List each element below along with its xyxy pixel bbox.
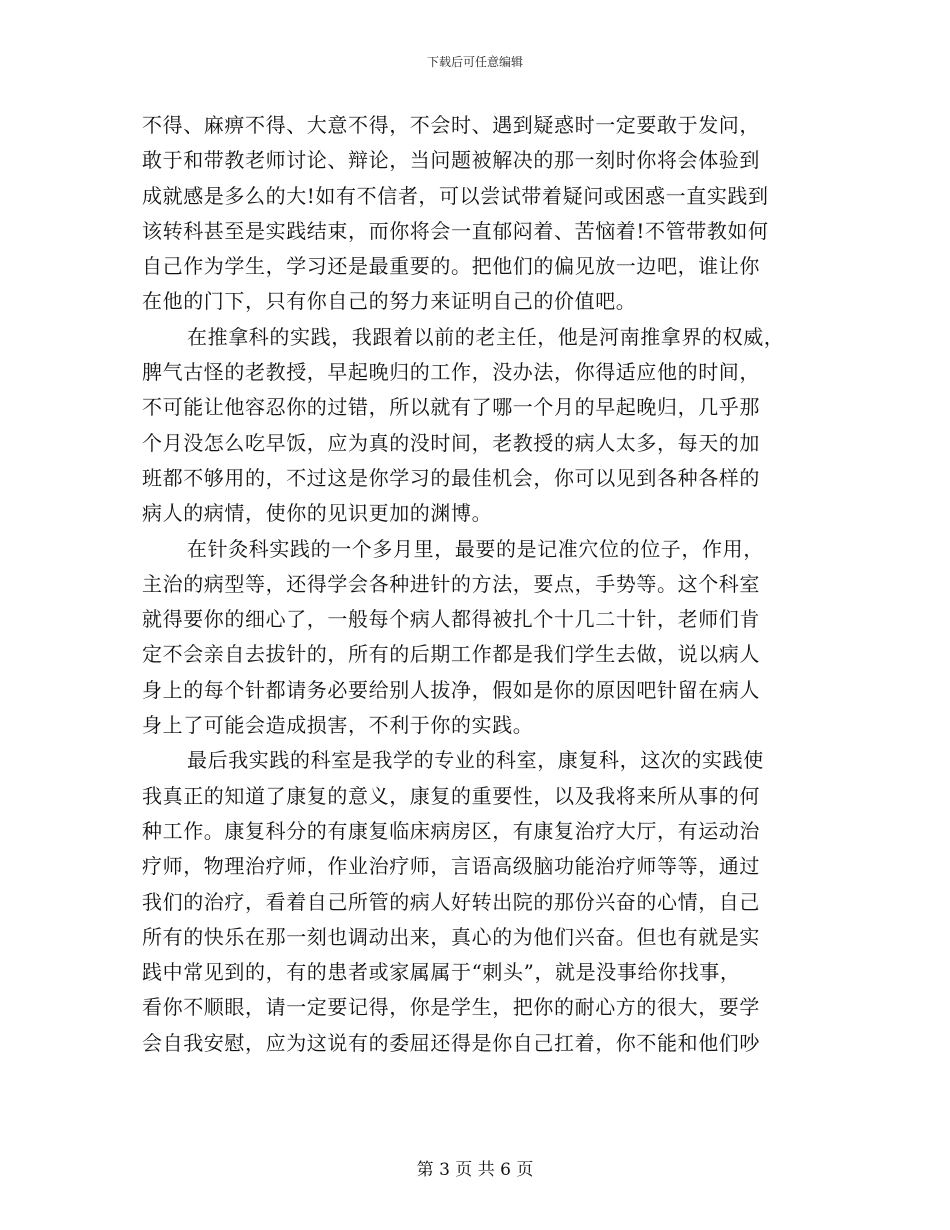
text-line: 不可能让他容忍你的过错，所以就有了哪一个月的早起晚归，几乎那 xyxy=(142,395,760,420)
text-line: 班都不够用的，不过这是你学习的最佳机会，你可以见到各种各样的 xyxy=(142,465,760,490)
document-body xyxy=(142,108,822,1061)
text-line: 我真正的知道了康复的意义，康复的重要性，以及我将来所从事的何 xyxy=(142,783,760,808)
text-line: 看你不顺眼，请一定要记得，你是学生，把你的耐心方的很大，要学 xyxy=(142,995,760,1020)
text-line: 自己作为学生，学习还是最重要的。把他们的偏见放一边吧，谁让你 xyxy=(142,254,760,279)
text-line: 敢于和带教老师讨论、辩论，当问题被解决的那一刻时你将会体验到 xyxy=(142,148,760,173)
text-line: 身上了可能会造成损害，不利于你的实践。 xyxy=(142,713,534,738)
text-line: 在他的门下，只有你自己的努力来证明自己的价值吧。 xyxy=(142,289,637,314)
text-line: 身上的每个针都请务必要给别人拔净，假如是你的原因吧针留在病人 xyxy=(142,677,760,702)
text-line: 主治的病型等，还得学会各种进针的方法，要点，手势等。这个科室 xyxy=(142,571,760,596)
text-line: 我们的治疗，看着自己所管的病人好转出院的那份兴奋的心情，自己 xyxy=(142,889,760,914)
text-line: 践中常见到的，有的患者或家属属于“刺头”，就是没事给你找事， xyxy=(142,960,741,985)
text-line: 该转科甚至是实践结束，而你将会一直郁闷着、苦恼着!不管带教如何 xyxy=(142,218,769,243)
text-line: 病人的病情，使你的见识更加的渊博。 xyxy=(142,501,493,526)
page-header: 下载后可任意编辑 xyxy=(426,55,523,69)
text-line: 定不会亲自去拔针的，所有的后期工作都是我们学生去做，说以病人 xyxy=(142,642,760,667)
text-line: 脾气古怪的老教授，早起晚归的工作，没办法，你得适应他的时间， xyxy=(142,360,760,385)
text-line: 不得、麻痹不得、大意不得，不会时、遇到疑惑时一定要敢于发问， xyxy=(142,113,760,137)
text-line: 成就感是多么的大!如有不信者，可以尝试带着疑问或困惑一直实践到 xyxy=(142,183,769,208)
text-line: 疗师，物理治疗师，作业治疗师，言语高级脑功能治疗师等等，通过 xyxy=(142,854,760,879)
text-line: 种工作。康复科分的有康复临床病房区，有康复治疗大厅，有运动治 xyxy=(142,818,760,843)
paragraph-first-line: 在推拿科的实践，我跟着以前的老主任，他是河南推拿界的权威， xyxy=(187,324,785,349)
paragraph-first-line: 最后我实践的科室是我学的专业的科室，康复科，这次的实践使 xyxy=(187,748,764,773)
text-line: 个月没怎么吃早饭，应为真的没时间，老教授的病人太多，每天的加 xyxy=(142,430,760,455)
text-line: 就得要你的细心了，一般每个病人都得被扎个十几二十针，老师们肯 xyxy=(142,607,760,632)
text-line: 所有的快乐在那一刻也调动出来，真心的为他们兴奋。但也有就是实 xyxy=(142,924,760,949)
text-line: 会自我安慰，应为这说有的委屈还得是你自己扛着，你不能和他们吵 xyxy=(142,1030,760,1055)
paragraph-first-line: 在针灸科实践的一个多月里，最要的是记准穴位的位子，作用， xyxy=(187,536,764,561)
page-footer: 第 3 页 共 6 页 xyxy=(416,1160,534,1180)
